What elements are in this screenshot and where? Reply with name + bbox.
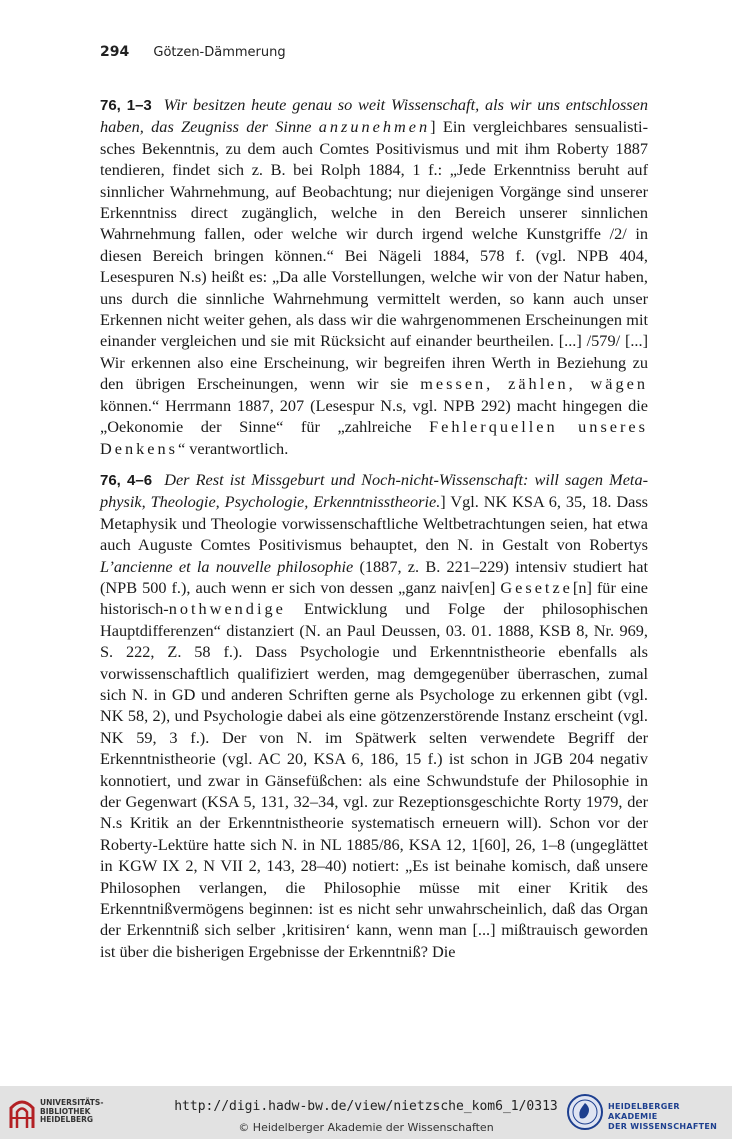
ub-logo-line: UNIVERSITÄTS-: [40, 1098, 104, 1107]
commentary-entry: [100, 94, 648, 459]
entry-text: [n] für eine historisch-: [100, 577, 648, 619]
entry-text: “ verantwortlich.: [177, 438, 289, 458]
commentary-body: [100, 94, 648, 972]
entry-text: (1887, z. B. 221–229) intensiv studiert hat (NPB 500 f.), auch wenn er sich von dessen „ganz naiv[en]: [100, 556, 648, 597]
copyright-notice: © Heidelberger Akademie der Wissenschaften: [238, 1121, 494, 1134]
spaced-text: Fehlerquellen unseres Denkens: [100, 417, 648, 458]
entry-lemma: Wir besitzen heute genau so weit Wissenschaft, als wir uns entschlossen haben, das Zeugniss der Sinne: [100, 95, 648, 137]
permalink-url[interactable]: http://digi.hadw-bw.de/view/nietzsche_kom6_1/0313: [174, 1099, 558, 1114]
entry-text: Entwicklung und Folge der philosophischen Hauptdifferenzen“ distanziert (N. an Paul Deussen, 03. 01. 1888, KSB 8, Nr. 969, S. 222, Z. 58 f.). Dass Psychologie und Erkenntnistheorie ebenfalls als vorwissenschaftlich qualifiziert werden, mag demgegenüber überraschen, zumal sich N. in GD und anderen Schriften gerne als Psychologe zu erkennen gibt (vgl. NK 58, 2), und Psychologie dabei als eine götzenzerstörende Instanz erscheint (vgl. NK 59, 3 f.). Der von N. im Spätwerk selten verwendete Begriff der Erkenntnistheorie (vgl. AC 20, KSA 6, 186, 15 f.) ist schon in JGB 204 negativ konnotiert, und zwar in Gänsefüßchen: als eine Schwundstufe der Philosophie in der Gegenwart (KSA 5, 131, 32–34, vgl. zur Rezeptionsgeschichte Rorty 1979, der N.s Kritik an der Erkenntnistheorie systematisch erneuern will). Schon vor der Roberty-Lektüre hatte sich N. in NL 1885/86, KSA 12, 1[60], 26, 1–8 (ungeglättet in KGW IX 2, N VII 2, 143, 28–40) notiert: „Es ist beinahe komisch, daß unsere Philosophen verlangen, die Philosophie müsse mit einer Kritik des Erkenntnißvermögens beginnen: ist es nicht sehr unwahrscheinlich, daß das Organ der Erkenntniß sich selber ‚kritisiren‘ kann, wenn man [...] mißtrauisch geworden ist über die bisherigen Ergebnisse der Erkenntniß? Die: [100, 599, 648, 961]
page-number: 294: [100, 44, 130, 60]
ub-logo-line: BIBLIOTHEK: [40, 1106, 91, 1116]
book-title: L’ancienne et la nouvelle philosophie: [100, 556, 354, 576]
running-title: Götzen-Dämmerung: [153, 45, 286, 60]
ub-logo-line: HEIDELBERG: [40, 1115, 94, 1124]
spaced-text: Gesetze: [500, 577, 573, 597]
spaced-text: messen, zählen, wägen: [420, 374, 649, 394]
entry-reference: 76, 1–3: [100, 97, 152, 114]
entry-lemma-spaced: anzunehmen: [318, 117, 431, 137]
hadw-seal-icon[interactable]: [566, 1092, 604, 1132]
entry-text: ] Vgl. NK KSA 6, 35, 18. Dass Metaphysik und Theologie vorwissenschaftliche Weltbetrachtungen seien, hat etwa auch Auguste Comtes Positivismus behauptet, den N. in Gestalt von Robertys: [100, 492, 649, 555]
hadw-logo-line: HEIDELBERGER AKADEMIE: [608, 1102, 680, 1121]
footer-bar: [0, 1086, 732, 1139]
entry-text: können.“ Herrmann 1887, 207 (Lesespur N.s, vgl. NPB 292) macht hingegen die „Oekonomie der Sinne“ für „zahlreiche: [100, 395, 648, 437]
hadw-logo-line: DER WISSENSCHAFTEN: [608, 1122, 718, 1131]
entry-lemma: Der Rest ist Missgeburt und Noch-nicht-Wissenschaft: will sagen Metaphysik, Theologie, Psychologie, Erkenntnisstheorie.: [100, 469, 649, 512]
entry-text: ] Ein vergleichbares sensualistisches Bekenntnis, zu dem auch Comtes Positivismus und mit ihm Roberty 1887 tendieren, findet sich z. B. bei Rolph 1884, 1 f.: „Jede Erkenntniss beruht auf sinnlicher Wahrnehmung, auf Beobachtung; nur diejenigen Vorgänge sind unserer Erkenntniss direct zugänglich, welche in den Bereich unserer sinnlichen Wahrnehmung fallen, oder welche wir durch irgend welche Kunstgriffe /2/ in diesen Bereich bringen können.“ Bei Nägeli 1884, 578 f. (vgl. NPB 404, Lesespuren N.s) heißt es: „Da alle Vorstellungen, welche wir von der Natur haben, uns durch die sinnliche Wahrnehmung vermittelt werden, so kann auch unser Erkennen nicht weiter gehen, als dass wir die wahrgenommenen Erscheinungen mit einander vergleichen und sie mit Rücksicht auf einander beurtheilen. [...] /579/ [...] Wir erkennen also eine Erscheinung, wir begreifen ihren Werth in Beziehung zu den übrigen Erscheinungen, wenn wir sie: [100, 117, 648, 394]
spaced-text: nothwendige: [168, 599, 286, 619]
hadw-logo-text: [608, 1102, 732, 1132]
commentary-entry: [100, 469, 648, 962]
entry-reference: 76, 4–6: [100, 471, 153, 489]
page-header: [100, 44, 286, 60]
